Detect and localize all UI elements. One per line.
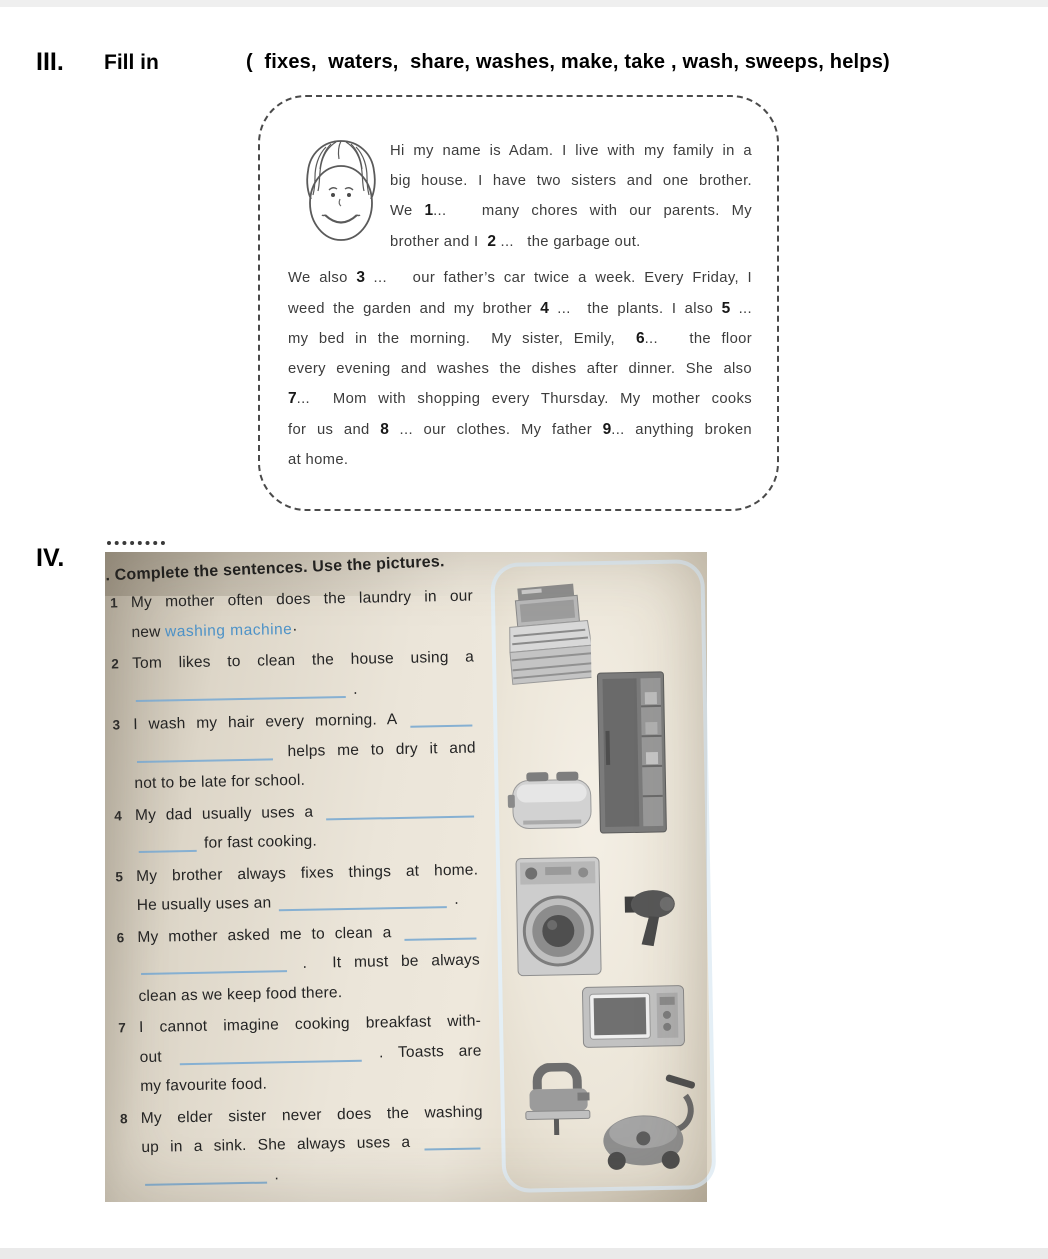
answer-blank[interactable]: [410, 709, 472, 728]
vacuum-cleaner-image: [597, 1065, 703, 1171]
item-number: 6: [116, 929, 125, 945]
exercise-heading: . Complete the sentences. Use the pictures.: [105, 553, 445, 585]
text-line: [390, 137, 752, 167]
text-line: [390, 167, 752, 197]
boy-face-icon: [294, 133, 388, 253]
item-text: [139, 1006, 483, 1101]
text-run: My dad usually uses a: [134, 802, 324, 824]
text-run: .: [348, 680, 358, 698]
text-line: [288, 324, 752, 355]
passage-paragraph-2: [288, 263, 752, 475]
text-run: ... the floor: [644, 331, 753, 348]
text-run: brother and I: [390, 233, 488, 250]
pictures-panel: [490, 559, 716, 1193]
gap-number: 5: [721, 299, 731, 317]
text-run: ... the garbage out.: [496, 233, 641, 250]
text-run: my favourite food.: [140, 1075, 268, 1095]
text-line: [288, 355, 752, 385]
text-run: ... the plants. I also: [548, 300, 722, 317]
text-line: [140, 1065, 483, 1101]
answer-blank[interactable]: [145, 1166, 267, 1186]
text-run: My elder sister never does the washing: [140, 1102, 483, 1127]
text-run: clean as we keep food there.: [138, 983, 343, 1005]
refrigerator-image: [594, 670, 669, 837]
text-run: . It must be always: [289, 951, 481, 973]
text-run: ... our clothes. My father: [388, 421, 603, 438]
text-line: [136, 884, 479, 920]
book-page: [100, 545, 714, 1206]
handwritten-answer: washing machine: [164, 620, 293, 640]
text-line: [131, 611, 474, 647]
item-text: [137, 916, 481, 1011]
sentence-item: [106, 643, 475, 709]
item-text: [136, 855, 479, 921]
text-run: My mother often does the laundry in our: [130, 587, 474, 612]
item-number: 3: [112, 717, 121, 733]
text-run: ... Mom with shopping every Thursday. My mother cooks: [296, 391, 752, 408]
text-run: ·: [292, 620, 298, 638]
gap-number: 3: [356, 269, 365, 286]
item-number: 2: [111, 656, 120, 672]
toaster-image: [506, 757, 596, 836]
text-run: We also: [288, 270, 357, 286]
text-run: out: [139, 1047, 177, 1066]
dishwasher-image: [505, 582, 592, 691]
text-line: [142, 1156, 485, 1192]
jigsaw-image: [521, 1062, 598, 1138]
item-number: 5: [115, 868, 124, 884]
text-line: [390, 227, 752, 258]
text-run: We: [390, 203, 425, 220]
gap-number: 7: [288, 390, 297, 408]
gap-number: 8: [380, 420, 389, 438]
sentence-item: [107, 704, 477, 800]
answer-blank[interactable]: [141, 955, 287, 975]
section-iii-title: Fill in: [104, 51, 159, 74]
text-run: My mother asked me to clean a: [137, 923, 402, 946]
text-run: my bed in the morning. My sister, Emily,: [288, 331, 636, 348]
sentence-item: [105, 582, 474, 648]
passage-box: [258, 95, 779, 511]
gap-number: 1: [424, 202, 434, 220]
gap-number: 4: [540, 299, 549, 317]
text-run: every evening and washes the dishes after dinner. She also: [288, 360, 752, 377]
text-line: [134, 762, 477, 798]
gap-number: 9: [602, 420, 612, 438]
sentence-item: [109, 794, 478, 860]
text-run: Hi my name is Adam. I live with my family in a: [390, 143, 752, 159]
sentence-list: [105, 582, 485, 1195]
text-run: big house. I have two sisters and one brother.: [390, 172, 752, 189]
text-run: .: [269, 1165, 280, 1184]
answer-blank[interactable]: [138, 834, 196, 853]
item-text: [135, 794, 478, 860]
text-line: [132, 672, 475, 708]
text-run: not to be late for school.: [134, 771, 306, 793]
text-line: [288, 415, 752, 446]
hair-dryer-image: [622, 882, 678, 951]
page-bottom-edge: [0, 1248, 1048, 1259]
text-run: ... our father’s car twice a week. Every Friday, I: [364, 270, 752, 286]
text-line: [138, 975, 481, 1011]
item-number: 7: [118, 1020, 126, 1036]
text-run: My brother always fixes things at home.: [136, 860, 479, 885]
item-number: 4: [114, 807, 122, 823]
text-run: . Toasts are: [364, 1041, 482, 1062]
sentence-item: [111, 916, 481, 1012]
text-run: I wash my hair every morning. A: [133, 710, 408, 734]
text-line: [288, 384, 752, 415]
text-run: .: [449, 890, 459, 909]
section-iv-number: IV.: [36, 544, 65, 572]
sentence-item: [113, 1006, 483, 1102]
text-run: up in a sink. She always uses a: [141, 1133, 422, 1156]
text-run: at home.: [288, 451, 349, 468]
item-text: [132, 643, 475, 709]
text-run: Tom likes to clean the house using a: [131, 648, 475, 673]
sentence-item: [110, 855, 479, 921]
answer-blank[interactable]: [404, 922, 476, 941]
text-run: ... many chores with our parents. My: [433, 203, 752, 220]
page-top-edge: [0, 0, 1048, 7]
text-run: helps me to dry it and: [275, 738, 476, 760]
text-line: [288, 263, 752, 294]
gap-number: 6: [635, 330, 645, 348]
text-run: for us and: [288, 421, 381, 438]
sentence-item: [115, 1097, 485, 1193]
item-text: [141, 1097, 485, 1192]
answer-blank[interactable]: [424, 1132, 480, 1151]
answer-blank[interactable]: [136, 680, 346, 702]
textbook-photo: [105, 552, 707, 1202]
text-line: [288, 294, 752, 325]
answer-blank[interactable]: [137, 742, 273, 762]
text-run: He usually uses an: [136, 894, 276, 915]
washing-machine-image: [513, 854, 604, 979]
text-run: new: [131, 622, 166, 641]
text-run: ... anything broken: [611, 421, 752, 438]
item-number: 8: [119, 1110, 128, 1126]
text-run: for fast cooking.: [199, 832, 318, 852]
passage-paragraph-1: [390, 137, 752, 257]
item-number: 1: [110, 595, 118, 611]
dotted-line-fragment: [107, 541, 165, 545]
item-text: [131, 582, 474, 648]
text-line: [135, 823, 478, 859]
answer-blank[interactable]: [326, 800, 474, 820]
microwave-image: [580, 983, 686, 1052]
text-run: ...: [730, 300, 752, 317]
text-line: [390, 196, 752, 227]
word-bank: ( fixes, waters, share, washes, make, take , wash, sweeps, helps): [246, 51, 890, 73]
answer-blank[interactable]: [279, 891, 447, 912]
text-run: weed the garden and my brother: [288, 300, 541, 317]
section-iii-number: III.: [36, 48, 64, 76]
item-text: [133, 704, 477, 799]
gap-number: 2: [487, 232, 497, 250]
answer-blank[interactable]: [179, 1044, 361, 1065]
text-line: [288, 446, 752, 476]
text-run: I cannot imagine cooking breakfast with-: [138, 1012, 482, 1037]
